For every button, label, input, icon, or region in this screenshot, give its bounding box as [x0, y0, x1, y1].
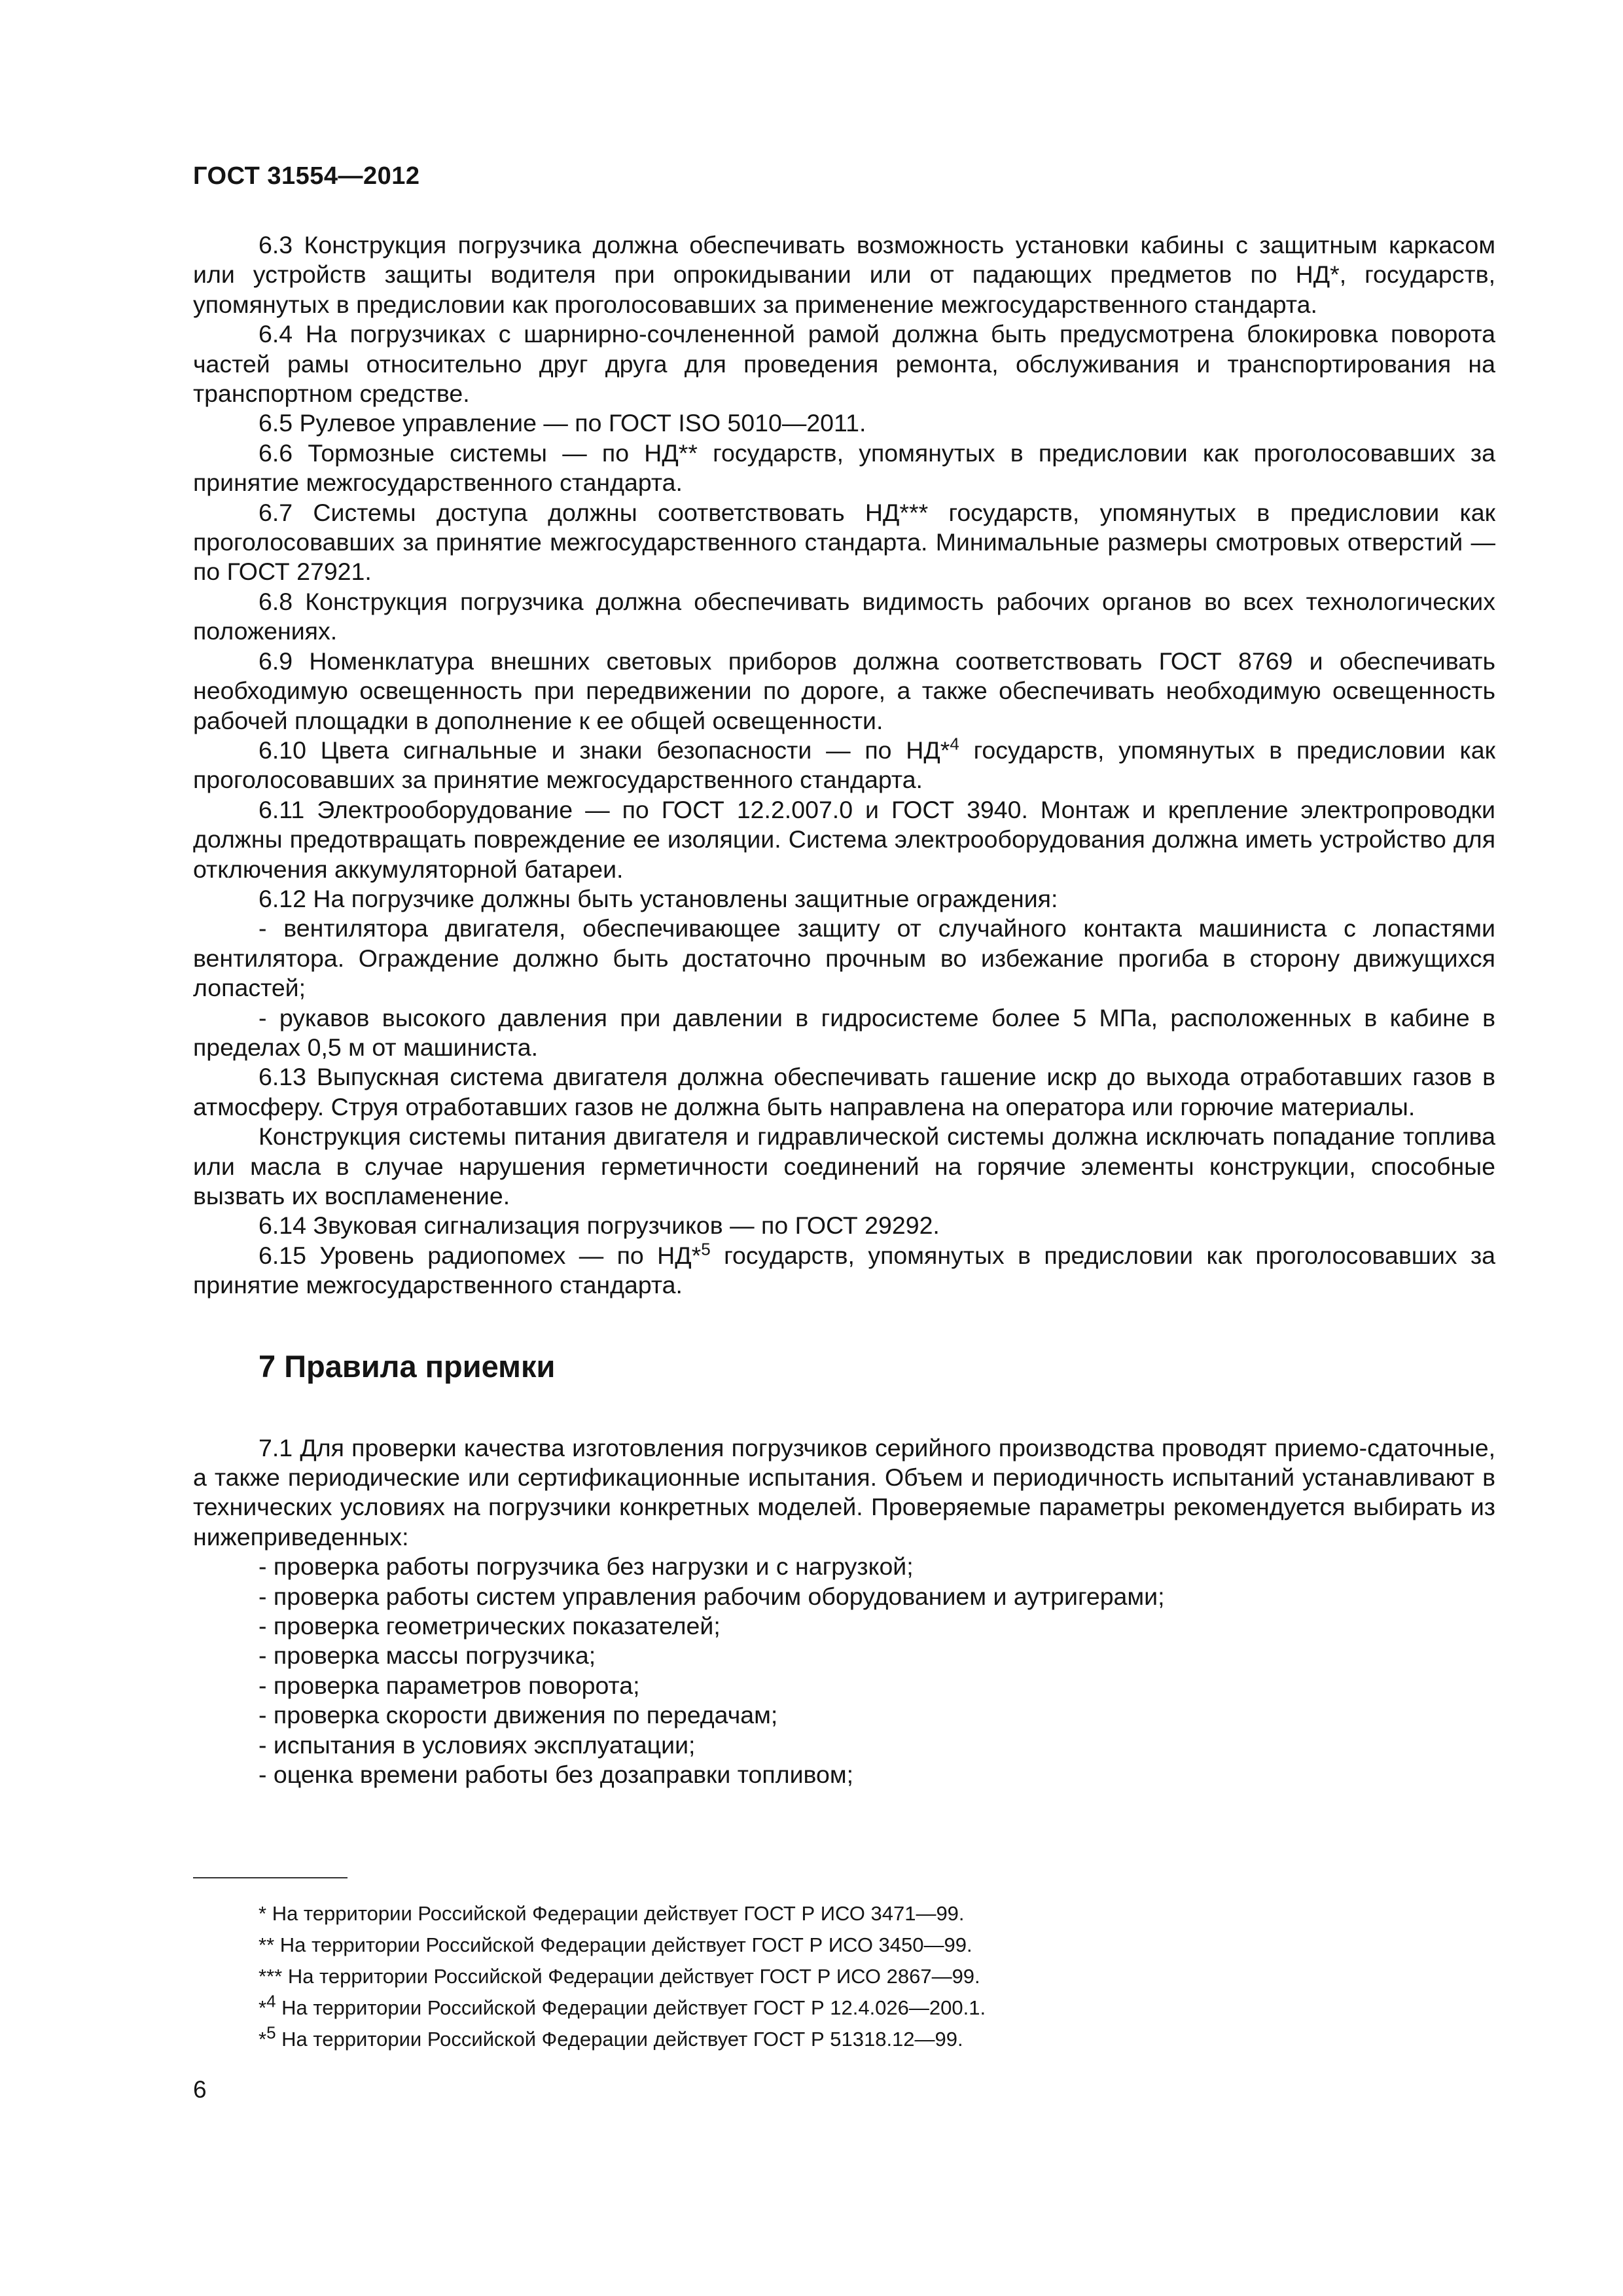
page-number: 6	[193, 2076, 207, 2103]
list-item: - проверка параметров поворота;	[259, 1671, 640, 1699]
list-item: - испытания в условиях эксплуатации;	[259, 1731, 696, 1759]
footnote-text: На территории Российской Федерации действует ГОСТ Р 51318.12—99.	[276, 2028, 963, 2051]
footnote-mark: *	[259, 1996, 267, 2019]
paragraph-6-15	[193, 1241, 1495, 1300]
footnote-ref-5: 5	[701, 1239, 711, 1259]
document-header: ГОСТ 31554—2012	[193, 162, 420, 190]
paragraph-6-6: 6.6 Тормозные системы — по НД** государств, упомянутых в предисловии как проголосовавших за принятие межгосударственного стандарта.	[193, 439, 1495, 497]
paragraph-6-13: 6.13 Выпускная система двигателя должна обеспечивать гашение искр до выхода отработавших газов в атмосферу. Струя отработавших газов не должна быть направлена на оператора или горючие материалы.	[193, 1063, 1495, 1121]
list-item: - проверка скорости движения по передачам;	[259, 1701, 778, 1729]
list-item: - проверка работы погрузчика без нагрузки и с нагрузкой;	[259, 1552, 914, 1581]
paragraph-6-12: 6.12 На погрузчике должны быть установлены защитные ограждения:	[259, 884, 1058, 912]
footnote-ref-4: 4	[950, 734, 959, 754]
paragraph-6-8: 6.8 Конструкция погрузчика должна обеспечивать видимость рабочих органов во всех технологических положениях.	[193, 587, 1495, 645]
footnotes	[259, 1898, 986, 2055]
footnote-mark-sup: 5	[266, 2022, 276, 2043]
list-item: - оценка времени работы без дозаправки топливом;	[259, 1761, 854, 1789]
footnote-2	[259, 1929, 986, 1961]
paragraph-6-4: 6.4 На погрузчиках с шарнирно-сочлененной рамой должна быть предусмотрена блокировка поворота частей рамы относительно друг друга для проведения ремонта, обслуживания и транспортирования на транспортном средстве.	[193, 320, 1495, 408]
paragraph-6-15-text: 6.15 Уровень радиопомех — по НД*	[259, 1241, 702, 1269]
footnote-text: На территории Российской Федерации действует ГОСТ Р 12.4.026—200.1.	[276, 1996, 986, 2019]
footnote-mark: **	[259, 1933, 275, 1956]
paragraph-6-12-item-fan: - вентилятора двигателя, обеспечивающее защиту от случайного контакта машиниста с лопастями вентилятора. Ограждение должно быть достаточно прочным во избежание прогиба в сторону движущихся лопастей;	[193, 914, 1495, 1002]
paragraph-7-1: 7.1 Для проверки качества изготовления погрузчиков серийного производства проводят приемо-сдаточные, а также периодические или сертификационные испытания. Объем и периодичность испытаний устанавливают в технических условиях на погрузчики конкретных моделей. Проверяемые параметры рекомендуется выбирать из нижеприведенных:	[193, 1433, 1495, 1551]
paragraph-6-3: 6.3 Конструкция погрузчика должна обеспечивать возможность установки кабины с защитным каркасом или устройств защиты водителя при опрокидывании или от падающих предметов по НД*, государств, упомянутых в предисловии как проголосовавших за применение межгосударственного стандарта.	[193, 231, 1495, 318]
section-heading: 7 Правила приемки	[259, 1348, 556, 1384]
paragraph-6-13-continued: Конструкция системы питания двигателя и гидравлической системы должна исключать попадание топлива или масла в случае нарушения герметичности соединений на горячие элементы конструкции, способные вызвать их воспламенение.	[193, 1122, 1495, 1210]
document-body	[193, 230, 1495, 1790]
list-item: - проверка геометрических показателей;	[259, 1612, 721, 1640]
paragraph-6-9: 6.9 Номенклатура внешних световых приборов должна соответствовать ГОСТ 8769 и обеспечивать необходимую освещенность при передвижении по дороге, а также обеспечивать необходимую освещенность рабочей площадки в дополнение к ее общей освещенности.	[193, 647, 1495, 734]
paragraph-6-11: 6.11 Электрооборудование — по ГОСТ 12.2.007.0 и ГОСТ 3940. Монтаж и крепление электропроводки должны предотвращать повреждение ее изоляции. Система электрооборудования должна иметь устройство для отключения аккумуляторной батареи.	[193, 795, 1495, 883]
footnote-4	[259, 1992, 986, 2024]
paragraph-6-10-text: 6.10 Цвета сигнальные и знаки безопасности — по НД*	[259, 736, 950, 764]
list-item: - проверка работы систем управления рабочим оборудованием и аутригерами;	[259, 1582, 1165, 1610]
footnote-5	[259, 2024, 986, 2055]
paragraph-6-15-rest: государств, упомянутых в предисловии как проголосовавших за принятие межгосударственного стандарта.	[193, 1241, 1496, 1299]
footnote-mark: *	[259, 2028, 267, 2051]
footnote-mark: ***	[259, 1965, 283, 1988]
footnote-mark: *	[259, 1902, 267, 1925]
footnote-1	[259, 1898, 986, 1929]
check-list	[193, 1552, 1495, 1789]
list-item: - проверка массы погрузчика;	[259, 1641, 596, 1670]
footnote-text: На территории Российской Федерации действует ГОСТ Р ИСО 3450—99.	[274, 1933, 972, 1956]
footnote-mark-sup: 4	[266, 1991, 276, 2011]
footnote-text: На территории Российской Федерации действует ГОСТ Р ИСО 2867—99.	[282, 1965, 980, 1988]
paragraph-6-5: 6.5 Рулевое управление — по ГОСТ ISO 5010—2011.	[259, 409, 866, 437]
footnote-separator	[193, 1877, 348, 1878]
paragraph-6-12-item-hoses: - рукавов высокого давления при давлении в гидросистеме более 5 МПа, расположенных в кабине в пределах 0,5 м от машиниста.	[193, 1003, 1495, 1061]
paragraph-6-10	[193, 736, 1495, 795]
footnote-text: На территории Российской Федерации действует ГОСТ Р ИСО 3471—99.	[266, 1902, 965, 1925]
paragraph-6-14: 6.14 Звуковая сигнализация погрузчиков — по ГОСТ 29292.	[259, 1211, 940, 1240]
paragraph-6-7: 6.7 Системы доступа должны соответствовать НД*** государств, упомянутых в предисловии как проголосовавших за принятие межгосударственного стандарта. Минимальные размеры смотровых отверстий — по ГОСТ 27921.	[193, 498, 1495, 586]
paragraph-6-10-rest: государств, упомянутых в предисловии как проголосовавших за принятие межгосударственного стандарта.	[193, 736, 1495, 794]
footnote-3	[259, 1961, 986, 1992]
